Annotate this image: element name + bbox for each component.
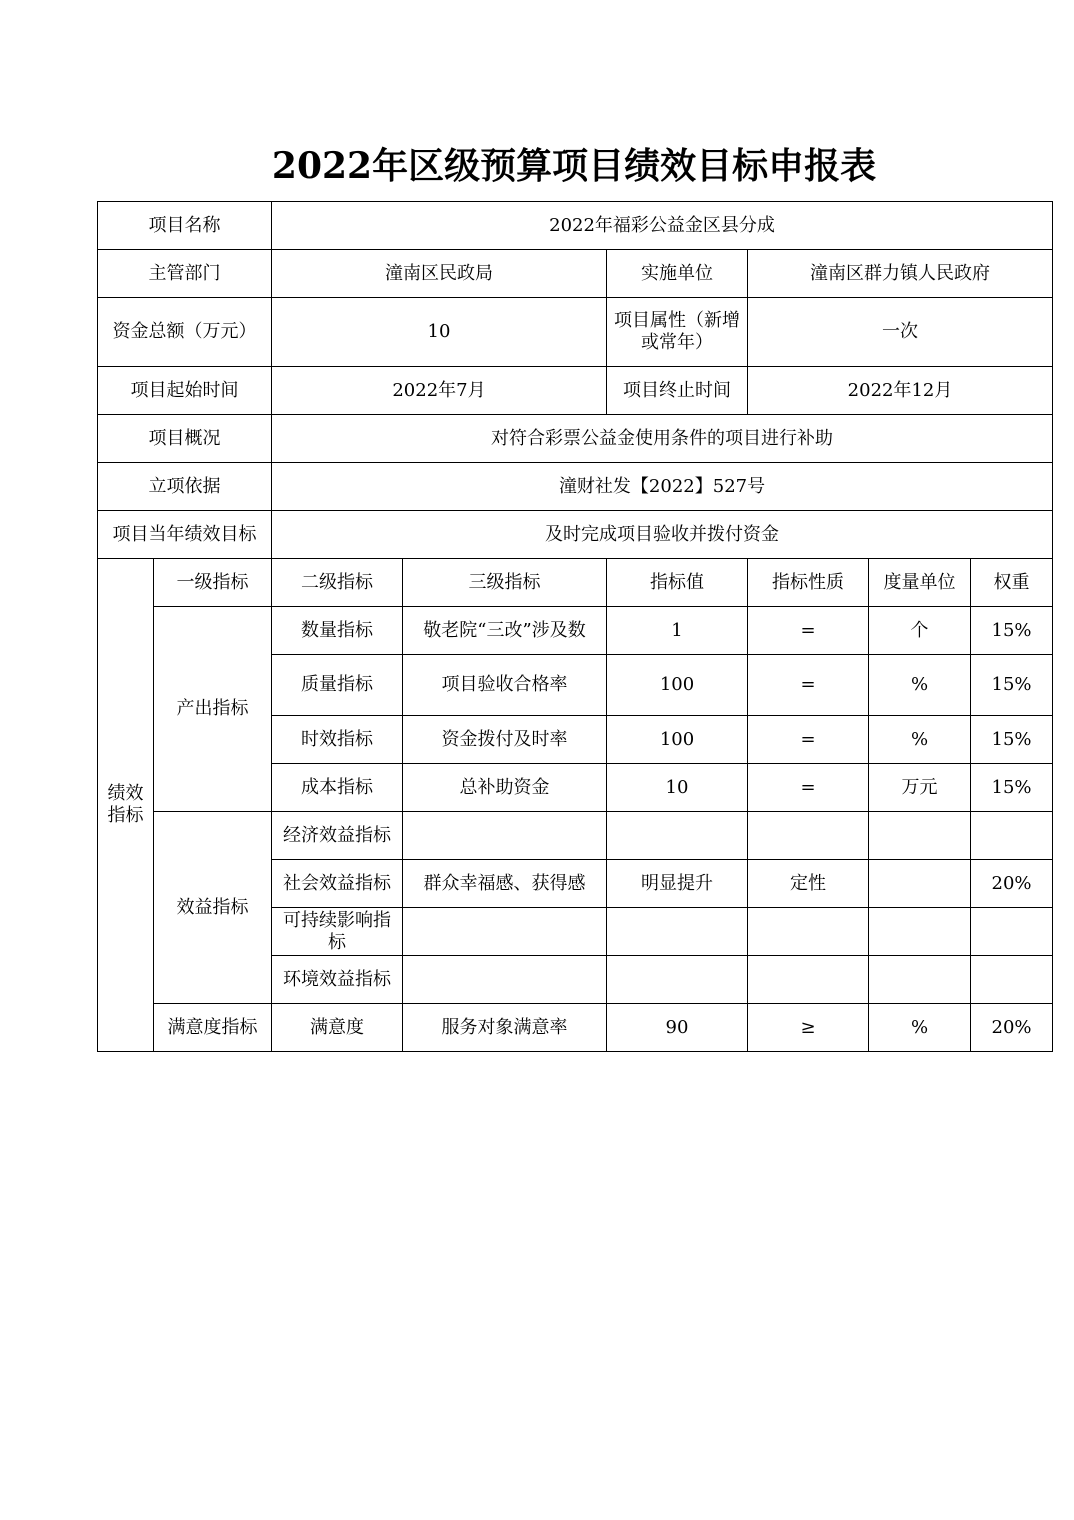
impl-value: 潼南区群力镇人民政府 [748, 250, 1053, 298]
basis-label: 立项依据 [98, 463, 272, 511]
row-overview [98, 415, 1053, 463]
weight-cell: 20% [971, 860, 1053, 908]
header-level3: 三级指标 [403, 559, 607, 607]
row-basis [98, 463, 1053, 511]
l2-cell: 经济效益指标 [272, 812, 403, 860]
nature-cell: = [748, 607, 869, 655]
weight-cell [971, 812, 1053, 860]
nature-cell: = [748, 655, 869, 716]
unit-cell [869, 812, 971, 860]
basis-value: 潼财社发【2022】527号 [272, 463, 1053, 511]
nature-cell: = [748, 716, 869, 764]
weight-cell: 15% [971, 764, 1053, 812]
value-cell: 1 [607, 607, 748, 655]
end-value: 2022年12月 [748, 367, 1053, 415]
goal-value: 及时完成项目验收并拨付资金 [272, 511, 1053, 559]
start-value: 2022年7月 [272, 367, 607, 415]
value-cell: 明显提升 [607, 860, 748, 908]
satisfaction-indicator-label: 满意度指标 [154, 1004, 272, 1052]
l2-cell: 时效指标 [272, 716, 403, 764]
nature-cell [748, 812, 869, 860]
l2-cell: 社会效益指标 [272, 860, 403, 908]
funds-label: 资金总额（万元） [98, 298, 272, 367]
weight-cell: 20% [971, 1004, 1053, 1052]
l2-cell: 成本指标 [272, 764, 403, 812]
header-level1: 一级指标 [154, 559, 272, 607]
unit-cell [869, 908, 971, 956]
weight-cell [971, 908, 1053, 956]
attr-label: 项目属性（新增或常年） [607, 298, 748, 367]
overview-label: 项目概况 [98, 415, 272, 463]
value-cell: 90 [607, 1004, 748, 1052]
l2-cell: 满意度 [272, 1004, 403, 1052]
l2-cell: 质量指标 [272, 655, 403, 716]
project-name-label: 项目名称 [98, 202, 272, 250]
l3-cell [403, 812, 607, 860]
weight-cell: 15% [971, 655, 1053, 716]
nature-cell: 定性 [748, 860, 869, 908]
end-label: 项目终止时间 [607, 367, 748, 415]
dept-label: 主管部门 [98, 250, 272, 298]
l3-cell: 资金拨付及时率 [403, 716, 607, 764]
row-funds [98, 298, 1053, 367]
l3-cell: 项目验收合格率 [403, 655, 607, 716]
row-project-name [98, 202, 1053, 250]
weight-cell: 15% [971, 607, 1053, 655]
l3-cell: 总补助资金 [403, 764, 607, 812]
indicator-row [98, 607, 1053, 655]
l3-cell [403, 956, 607, 1004]
unit-cell [869, 956, 971, 1004]
nature-cell: = [748, 764, 869, 812]
funds-value: 10 [272, 298, 607, 367]
perf-section-label: 绩效指标 [98, 559, 154, 1052]
attr-value: 一次 [748, 298, 1053, 367]
weight-cell [971, 956, 1053, 1004]
project-name-value: 2022年福彩公益金区县分成 [272, 202, 1053, 250]
l3-cell: 服务对象满意率 [403, 1004, 607, 1052]
value-cell [607, 908, 748, 956]
l2-cell: 数量指标 [272, 607, 403, 655]
header-weight: 权重 [971, 559, 1053, 607]
header-nature: 指标性质 [748, 559, 869, 607]
l3-cell: 群众幸福感、获得感 [403, 860, 607, 908]
indicator-row [98, 812, 1053, 860]
l3-cell [403, 908, 607, 956]
row-annual-goal [98, 511, 1053, 559]
impl-label: 实施单位 [607, 250, 748, 298]
overview-value: 对符合彩票公益金使用条件的项目进行补助 [272, 415, 1053, 463]
header-value: 指标值 [607, 559, 748, 607]
start-label: 项目起始时间 [98, 367, 272, 415]
unit-cell: % [869, 716, 971, 764]
row-period [98, 367, 1053, 415]
header-level2: 二级指标 [272, 559, 403, 607]
nature-cell [748, 908, 869, 956]
unit-cell: % [869, 1004, 971, 1052]
output-indicator-label: 产出指标 [154, 607, 272, 812]
dept-value: 潼南区民政局 [272, 250, 607, 298]
l3-cell: 敬老院“三改”涉及数 [403, 607, 607, 655]
row-department [98, 250, 1053, 298]
unit-cell: 个 [869, 607, 971, 655]
goal-label: 项目当年绩效目标 [98, 511, 272, 559]
value-cell [607, 956, 748, 1004]
value-cell: 10 [607, 764, 748, 812]
nature-cell [748, 956, 869, 1004]
l2-cell: 环境效益指标 [272, 956, 403, 1004]
nature-cell: ≥ [748, 1004, 869, 1052]
unit-cell [869, 860, 971, 908]
unit-cell: 万元 [869, 764, 971, 812]
value-cell [607, 812, 748, 860]
indicator-row [98, 1004, 1053, 1052]
value-cell: 100 [607, 716, 748, 764]
benefit-indicator-label: 效益指标 [154, 812, 272, 1004]
form-title: 2022年区级预算项目绩效目标申报表 [271, 145, 877, 187]
header-unit: 度量单位 [869, 559, 971, 607]
l2-cell: 可持续影响指标 [272, 908, 403, 956]
value-cell: 100 [607, 655, 748, 716]
weight-cell: 15% [971, 716, 1053, 764]
indicator-header-row [98, 559, 1053, 607]
unit-cell: % [869, 655, 971, 716]
performance-target-form [97, 201, 1053, 1052]
